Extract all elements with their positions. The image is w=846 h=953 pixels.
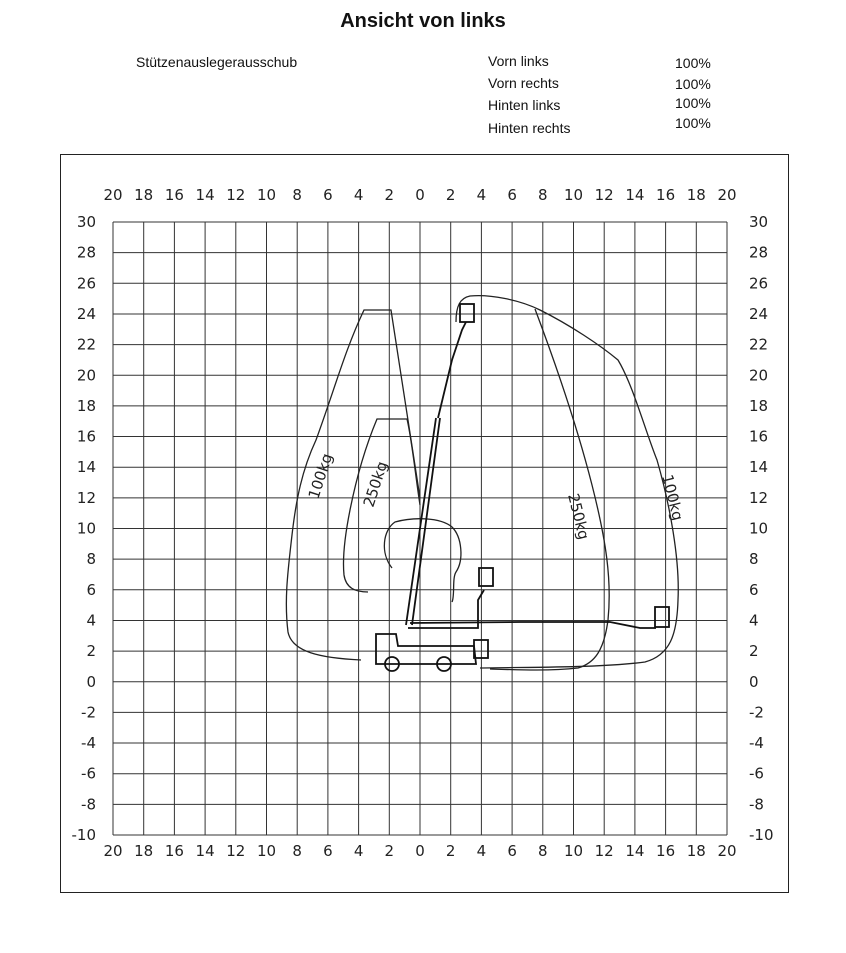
x-tick-label-top: 14 <box>195 186 215 204</box>
y-tick-label-right: 28 <box>749 243 769 262</box>
y-tick-label-right: 18 <box>749 396 769 415</box>
x-tick-label-bottom: 18 <box>686 842 706 860</box>
x-tick-label-bottom: 0 <box>415 842 425 860</box>
y-tick-label-left: 0 <box>86 672 96 691</box>
y-tick-label-right: -6 <box>749 764 764 783</box>
x-tick-label-top: 6 <box>323 186 333 204</box>
outrigger-extension-label: Stützenauslegerausschub <box>136 54 298 70</box>
support-rear-right-label: Hinten rechts <box>488 120 571 136</box>
x-tick-label-bottom: 8 <box>538 842 548 860</box>
support-rear-left-label: Hinten links <box>488 97 561 113</box>
y-tick-label-left: -10 <box>71 826 96 844</box>
x-tick-label-top: 16 <box>164 186 184 204</box>
envelope-100kg-right <box>456 296 678 668</box>
x-tick-label-bottom: 20 <box>717 842 737 860</box>
boom-mid <box>406 418 440 625</box>
y-tick-label-left: -8 <box>81 795 96 814</box>
support-front-right-value: 100% <box>675 76 711 92</box>
x-tick-label-top: 18 <box>134 186 154 204</box>
x-tick-label-bottom: 10 <box>256 842 277 860</box>
x-tick-label-bottom: 4 <box>353 842 364 860</box>
support-rear-right-value: 100% <box>675 115 711 131</box>
y-tick-label-left: 26 <box>76 274 96 293</box>
x-tick-label-bottom: 8 <box>292 842 302 860</box>
axis-ticks <box>72 186 774 860</box>
x-tick-label-bottom: 12 <box>226 842 246 860</box>
y-tick-label-left: 6 <box>86 580 96 599</box>
x-tick-label-top: 2 <box>384 186 395 204</box>
y-tick-label-left: -2 <box>81 703 96 722</box>
x-tick-label-top: 10 <box>256 186 277 204</box>
truck-body <box>376 634 476 664</box>
x-tick-label-bottom: 2 <box>445 842 456 860</box>
x-tick-label-bottom: 18 <box>134 842 154 860</box>
envelope-250kg-right <box>490 309 609 670</box>
y-tick-label-left: 24 <box>76 304 96 323</box>
x-tick-label-bottom: 16 <box>164 842 184 860</box>
x-tick-label-top: 12 <box>594 186 614 204</box>
x-tick-label-top: 20 <box>103 186 123 204</box>
y-tick-label-right: 0 <box>749 672 759 691</box>
y-tick-label-right: 22 <box>749 335 769 354</box>
y-tick-label-right: 20 <box>749 366 769 385</box>
label-100kg-left: 100kg <box>304 451 337 502</box>
support-front-left-label: Vorn links <box>488 53 549 69</box>
basket-right <box>655 607 669 627</box>
y-tick-label-left: 4 <box>86 611 96 630</box>
y-tick-label-right: 10 <box>749 519 769 538</box>
envelope-100kg-left <box>286 310 420 660</box>
y-tick-label-left: 2 <box>86 642 96 661</box>
y-tick-label-left: 16 <box>76 427 96 446</box>
x-tick-label-top: 14 <box>625 186 645 204</box>
y-tick-label-right: 26 <box>749 274 769 293</box>
y-tick-label-right: -8 <box>749 795 764 814</box>
y-tick-label-right: 16 <box>749 427 769 446</box>
y-tick-label-right: -4 <box>749 734 764 753</box>
x-tick-label-bottom: 6 <box>323 842 333 860</box>
y-tick-label-right: 4 <box>749 611 759 630</box>
label-250kg-right: 250kg <box>564 491 593 542</box>
x-tick-label-top: 10 <box>563 186 584 204</box>
x-tick-label-top: 16 <box>656 186 676 204</box>
y-tick-label-left: 22 <box>76 335 96 354</box>
y-tick-label-right: 24 <box>749 304 769 323</box>
x-tick-label-top: 12 <box>226 186 246 204</box>
x-tick-label-top: 6 <box>507 186 517 204</box>
x-tick-label-bottom: 2 <box>384 842 395 860</box>
y-tick-label-left: 8 <box>86 550 96 569</box>
y-tick-label-left: 18 <box>76 396 96 415</box>
y-tick-label-right: -2 <box>749 703 764 722</box>
y-tick-label-left: 14 <box>76 458 96 477</box>
x-tick-label-bottom: 10 <box>563 842 584 860</box>
x-tick-label-top: 2 <box>445 186 456 204</box>
x-tick-label-top: 8 <box>292 186 302 204</box>
support-front-left-value: 100% <box>675 55 711 71</box>
y-tick-label-left: 20 <box>76 366 96 385</box>
x-tick-label-top: 18 <box>686 186 706 204</box>
envelope-250kg-left <box>343 419 420 592</box>
y-tick-label-right: 6 <box>749 580 759 599</box>
x-tick-label-top: 8 <box>538 186 548 204</box>
x-tick-label-bottom: 20 <box>103 842 123 860</box>
y-tick-label-left: -4 <box>81 734 96 753</box>
x-tick-label-top: 4 <box>476 186 487 204</box>
y-tick-label-right: -10 <box>749 826 774 844</box>
y-tick-label-right: 14 <box>749 458 769 477</box>
x-tick-label-bottom: 12 <box>594 842 614 860</box>
y-tick-label-left: 28 <box>76 243 96 262</box>
x-tick-label-top: 4 <box>353 186 364 204</box>
x-tick-label-top: 20 <box>717 186 737 204</box>
page-title: Ansicht von links <box>340 10 506 32</box>
x-tick-label-bottom: 14 <box>625 842 645 860</box>
x-tick-label-bottom: 14 <box>195 842 215 860</box>
label-250kg-left: 250kg <box>359 459 392 510</box>
boom-upper <box>438 322 466 418</box>
x-tick-label-top: 0 <box>415 186 425 204</box>
y-tick-label-left: 10 <box>76 519 96 538</box>
y-tick-label-right: 12 <box>749 488 769 507</box>
x-tick-label-bottom: 6 <box>507 842 517 860</box>
y-tick-label-left: 12 <box>76 488 96 507</box>
label-100kg-right: 100kg <box>658 472 687 523</box>
support-rear-left-value: 100% <box>675 95 711 111</box>
y-tick-label-right: 8 <box>749 550 759 569</box>
y-tick-label-right: 2 <box>749 642 759 661</box>
x-tick-label-bottom: 16 <box>656 842 676 860</box>
basket-top <box>460 304 474 322</box>
support-front-right-label: Vorn rechts <box>488 75 559 91</box>
y-tick-label-left: -6 <box>81 764 96 783</box>
y-tick-label-left: 30 <box>76 213 96 231</box>
y-tick-label-right: 30 <box>749 213 769 231</box>
x-tick-label-bottom: 4 <box>476 842 487 860</box>
